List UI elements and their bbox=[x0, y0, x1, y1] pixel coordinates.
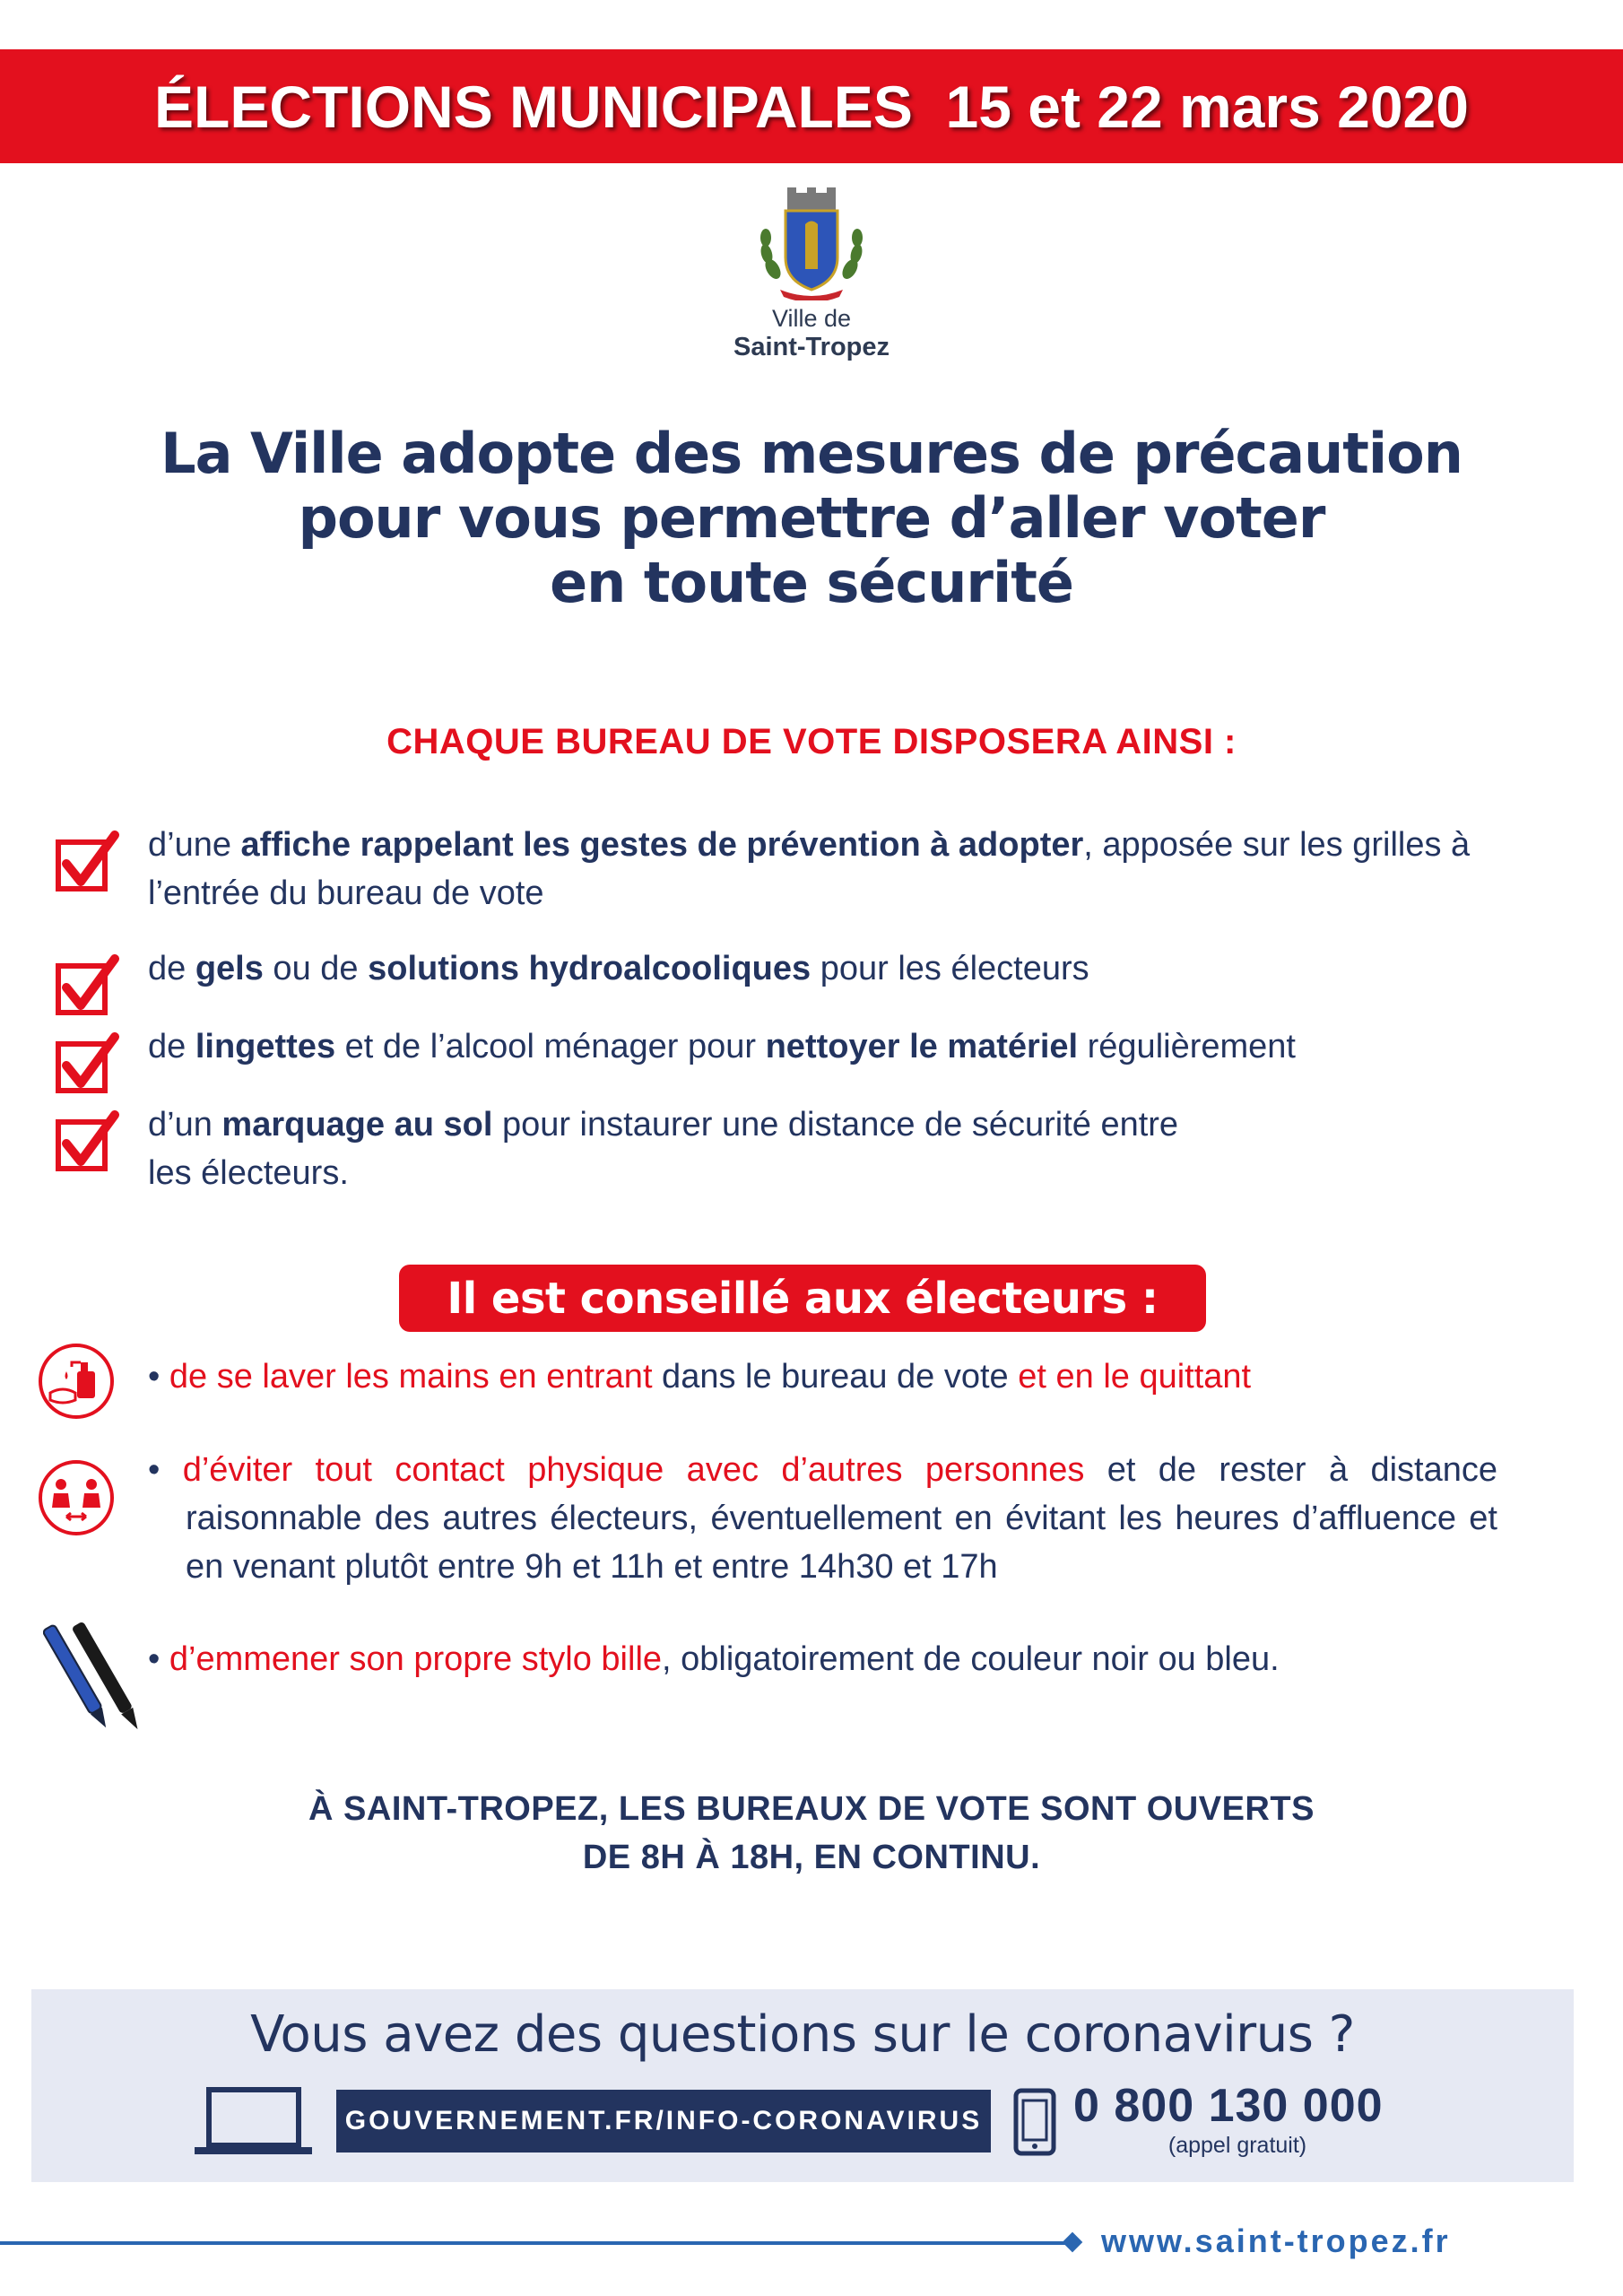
headline-line2: pour vous permettre d’aller voter bbox=[298, 485, 1325, 551]
footer-divider bbox=[0, 2241, 1072, 2245]
advice-title-pill bbox=[399, 1265, 1206, 1332]
checkmark-icon bbox=[56, 953, 120, 1018]
checklist-text: de gels ou de solutions hydroalcooliques pour les électeurs bbox=[148, 950, 1089, 987]
opening-hours-line2: DE 8H À 18H, EN CONTINU. bbox=[582, 1839, 1041, 1876]
advice-title: Il est conseillé aux électeurs : bbox=[447, 1273, 1159, 1324]
checklist-text: d’une affiche rappelant les gestes de prévention à adopter, apposée sur les grilles à l’entrée du bureau de vote bbox=[148, 826, 1471, 912]
distance-icon bbox=[36, 1457, 117, 1538]
opening-hours bbox=[90, 1785, 1533, 1882]
headline-line3: en toute sécurité bbox=[550, 550, 1073, 615]
phone-number[interactable]: 0 800 130 000 bbox=[1073, 2080, 1384, 2132]
info-box bbox=[31, 1989, 1574, 2182]
checkmark-icon bbox=[56, 1031, 120, 1096]
gov-website-text: GOUVERNEMENT.FR/INFO-CORONAVIRUS bbox=[344, 2106, 983, 2135]
crest-caption bbox=[632, 305, 991, 362]
crest-icon bbox=[753, 184, 870, 300]
info-question: Vous avez des questions sur le coronavirus ? bbox=[250, 2005, 1355, 2064]
gov-website-link[interactable] bbox=[336, 2090, 991, 2152]
advice-text: • d’emmener son propre stylo bille, obligatoirement de couleur noir ou bleu. bbox=[148, 1640, 1280, 1678]
advice-text: • d’éviter tout contact physique avec d’autres personnes et de rester à distance raisonnable des autres électeurs, éventuellement en évitant les heures d’affluence et en venant plutôt entre 9h et 11h et entre 14h30 et 17h bbox=[148, 1451, 1497, 1586]
checkmark-icon bbox=[56, 830, 120, 894]
banner-title: ÉLECTIONS MUNICIPALES 15 et 22 mars 2020 bbox=[154, 73, 1469, 140]
headline bbox=[90, 422, 1533, 615]
pens-icon bbox=[43, 1610, 142, 1744]
hand-wash-icon bbox=[36, 1341, 117, 1422]
crest-line1: Ville de bbox=[771, 305, 852, 332]
laptop-icon bbox=[193, 2086, 314, 2158]
checkmark-icon bbox=[56, 1109, 120, 1174]
section-title: CHAQUE BUREAU DE VOTE DISPOSERA AINSI : bbox=[386, 722, 1237, 761]
advice-text: • de se laver les mains en entrant dans le bureau de vote et en le quittant bbox=[148, 1358, 1252, 1396]
footer-url[interactable]: www.saint-tropez.fr bbox=[1101, 2222, 1451, 2259]
crest-line2: Saint-Tropez bbox=[733, 333, 890, 362]
phone-icon bbox=[1013, 2088, 1056, 2156]
opening-hours-line1: À SAINT-TROPEZ, LES BUREAUX DE VOTE SONT OUVERTS bbox=[308, 1790, 1315, 1828]
phone-note: (appel gratuit) bbox=[1167, 2133, 1307, 2158]
checklist-text: d’un marquage au sol pour instaurer une distance de sécurité entre les électeurs. bbox=[148, 1106, 1179, 1192]
footer-diamond bbox=[1063, 2232, 1083, 2253]
headline-line1: La Ville adopte des mesures de précaution bbox=[161, 421, 1462, 486]
checklist-text: de lingettes et de l’alcool ménager pour nettoyer le matériel régulièrement bbox=[148, 1028, 1296, 1065]
top-banner bbox=[0, 49, 1623, 163]
